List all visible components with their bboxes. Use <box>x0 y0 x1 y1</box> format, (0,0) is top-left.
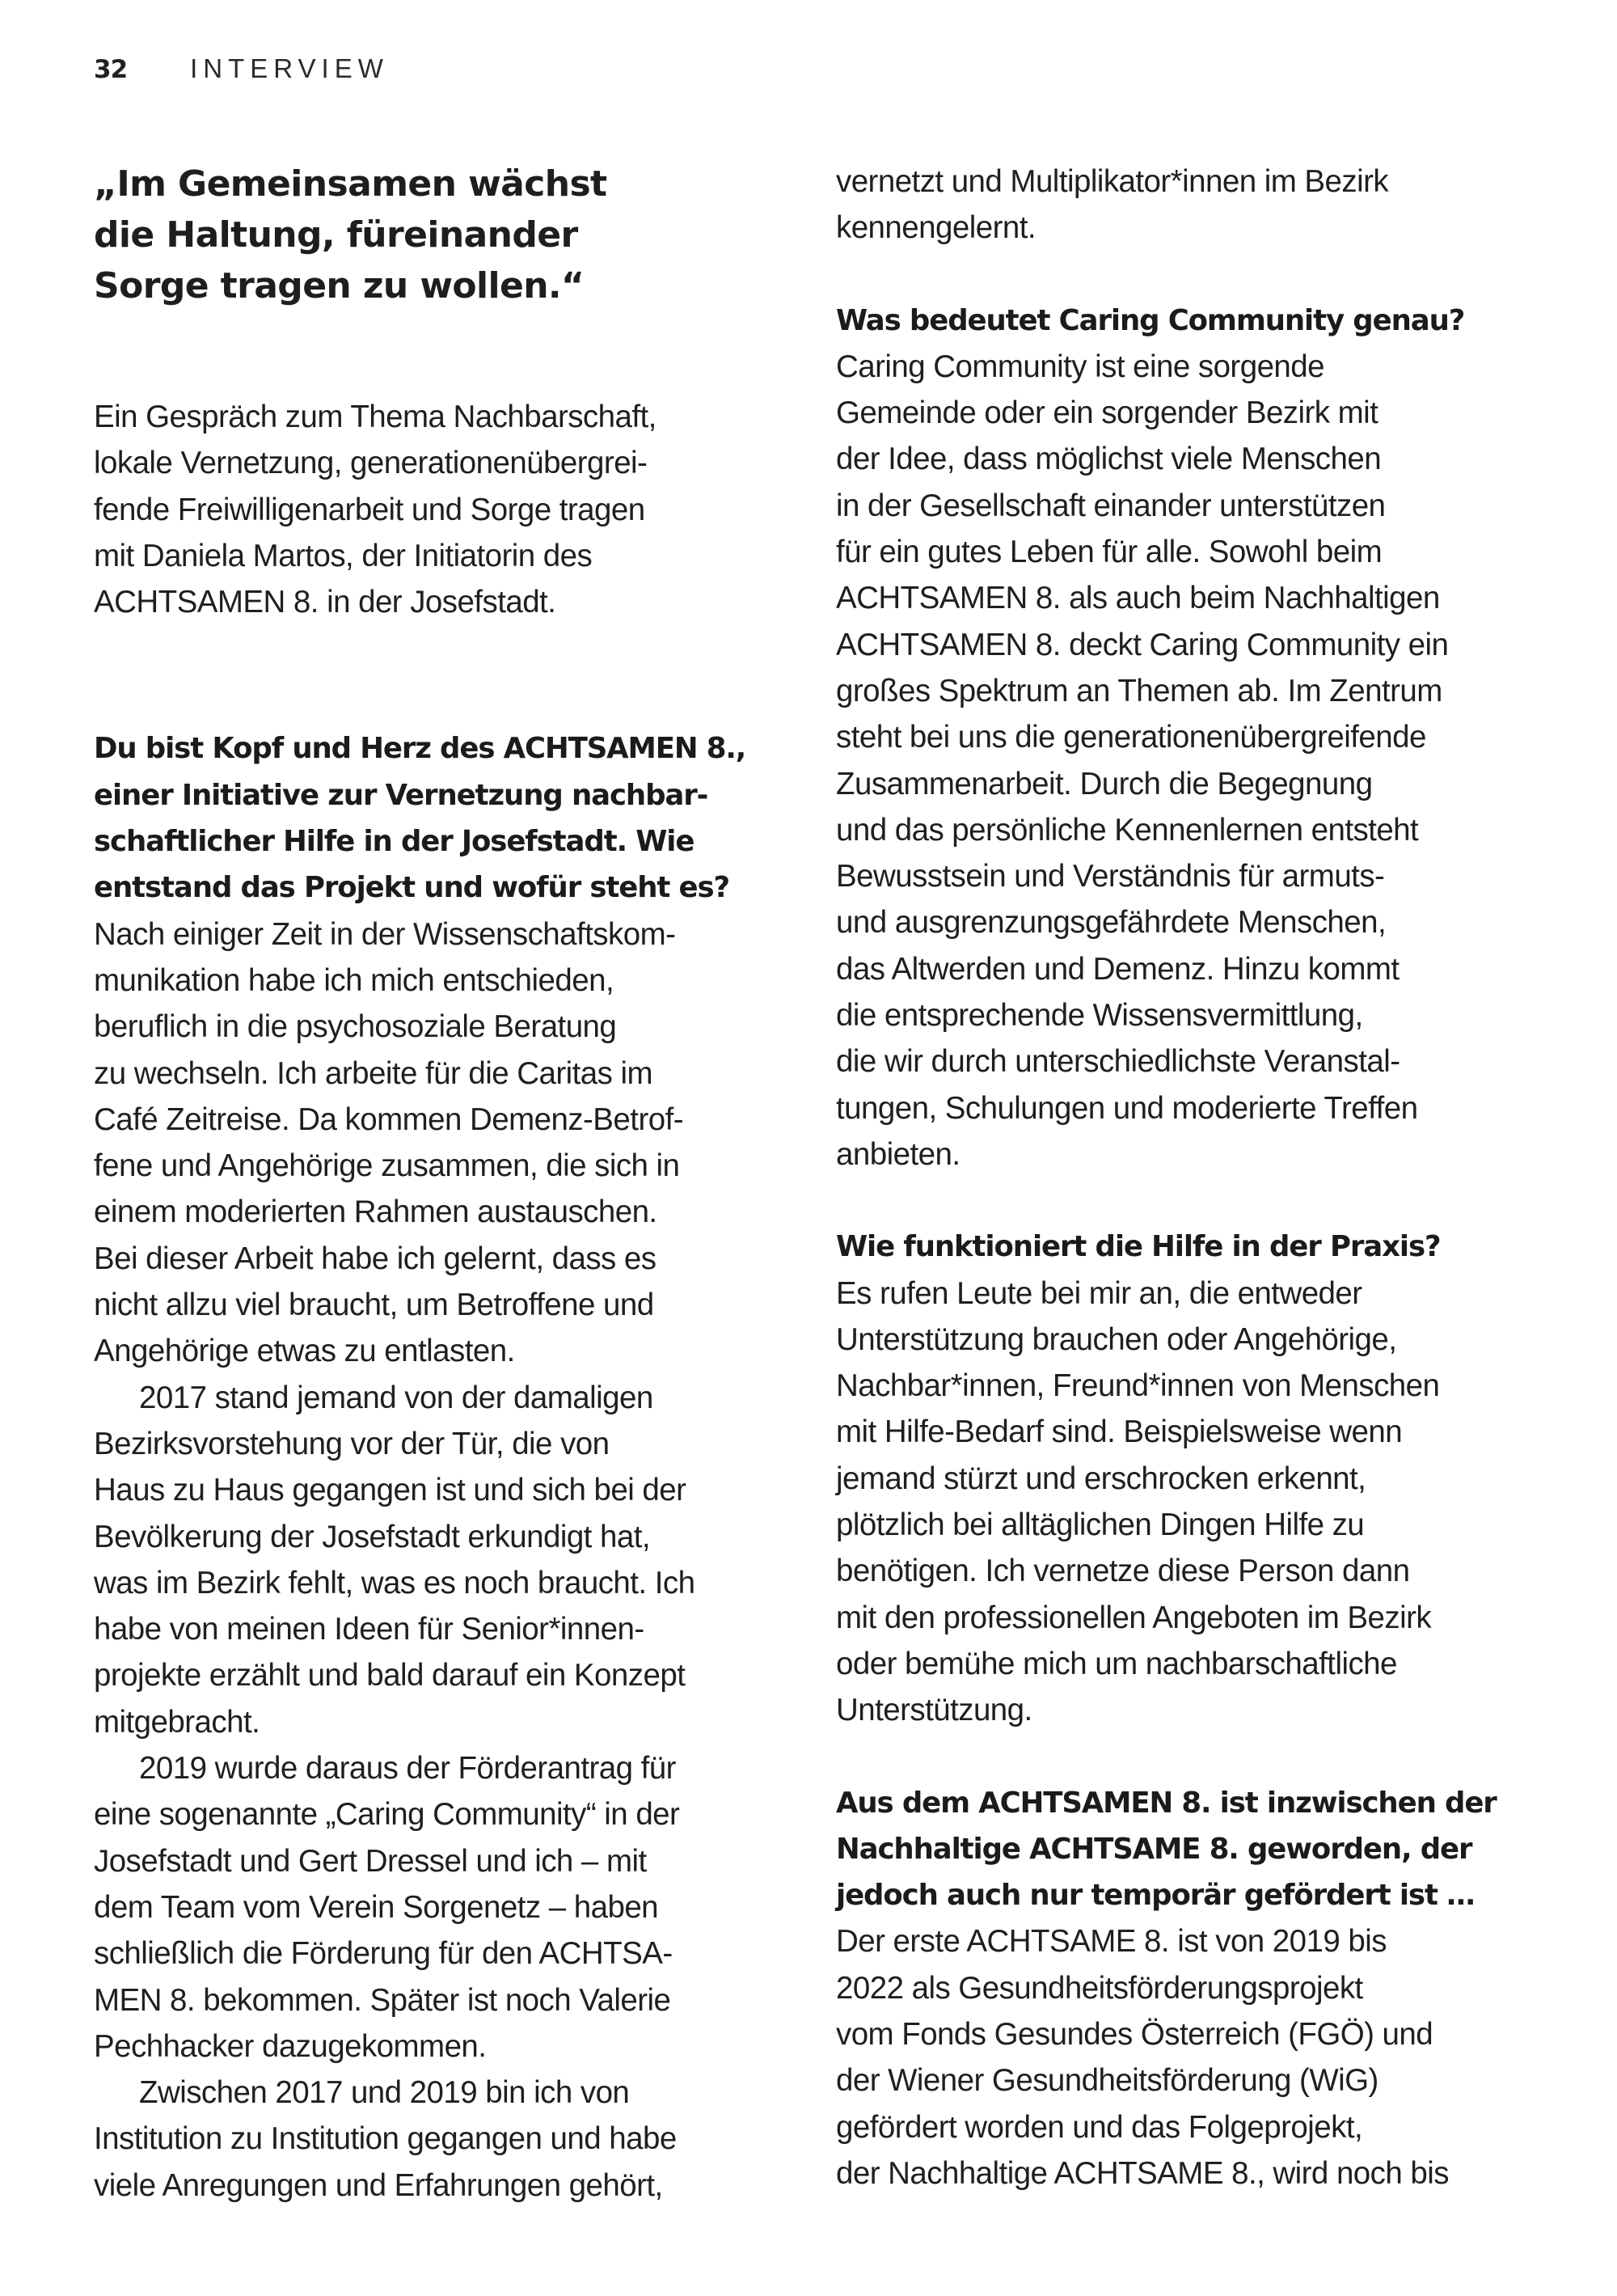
text-line: Bevölkerung der Josefstadt erkundigt hat, <box>94 1519 650 1554</box>
text-line: großes Spektrum an Themen ab. Im Zentrum <box>836 673 1442 708</box>
text-line: tungen, Schulungen und moderierte Treffen <box>836 1090 1418 1126</box>
text-line: 2017 stand jemand von der damaligen <box>139 1380 653 1415</box>
text-line: 2019 wurde daraus der Förderantrag für <box>139 1751 676 1786</box>
answer-1-paragraph-3 <box>94 1745 805 2070</box>
text-line: das Altwerden und Demenz. Hinzu kommt <box>836 951 1400 987</box>
text-line: Nachhaltige ACHTSAME 8. geworden, der <box>836 1832 1472 1866</box>
text-line: Wie funktioniert die Hilfe in der Praxis? <box>836 1230 1441 1264</box>
text-line: beruflich in die psychosoziale Beratung <box>94 1009 617 1045</box>
text-line: plötzlich bei alltäglichen Dingen Hilfe zu <box>836 1507 1365 1543</box>
text-line: mitgebracht. <box>94 1704 260 1740</box>
text-line: in der Gesellschaft einander unterstützen <box>836 488 1386 523</box>
headline-line: Sorge tragen zu wollen.“ <box>94 265 585 307</box>
text-line: Haus zu Haus gegangen ist und sich bei der <box>94 1473 686 1508</box>
text-line: 2022 als Gesundheitsförderungsprojekt <box>836 1970 1363 2006</box>
text-line: Der erste ACHTSAME 8. ist von 2019 bis <box>836 1924 1387 1960</box>
text-line: die entsprechende Wissensvermittlung, <box>836 998 1363 1034</box>
text-line: die wir durch unterschiedlichste Veranstal- <box>836 1044 1400 1080</box>
text-line: viele Anregungen und Erfahrungen gehört, <box>94 2167 663 2203</box>
text-line: steht bei uns die generationenübergreifende <box>836 720 1426 755</box>
right-column <box>836 159 1547 2197</box>
text-line: Unterstützung brauchen oder Angehörige, <box>836 1321 1397 1357</box>
text-line: fende Freiwilligenarbeit und Sorge tragen <box>94 492 645 527</box>
text-line: Pechhacker dazugekommen. <box>94 2028 487 2064</box>
text-line: Es rufen Leute bei mir an, die entweder <box>836 1275 1362 1311</box>
text-line: entstand das Projekt und wofür steht es? <box>94 871 730 905</box>
interview-question-1 <box>94 725 805 911</box>
text-line: Gemeinde oder ein sorgender Bezirk mit <box>836 395 1378 431</box>
text-line: Nach einiger Zeit in der Wissenschaftskom- <box>94 916 676 952</box>
text-line: oder bemühe mich um nachbarschaftliche <box>836 1646 1397 1681</box>
paragraph-gap <box>836 1734 1547 1780</box>
text-line: gefördert worden und das Folgeprojekt, <box>836 2109 1363 2145</box>
answer-1-paragraph-2 <box>94 1375 805 1745</box>
text-line: Unterstützung. <box>836 1693 1032 1728</box>
text-line: zu wechseln. Ich arbeite für die Caritas im <box>94 1055 653 1091</box>
text-line: Aus dem ACHTSAMEN 8. ist inzwischen der <box>836 1786 1497 1820</box>
interview-question-3 <box>836 1224 1547 1270</box>
text-line: ACHTSAMEN 8. deckt Caring Community ein <box>836 627 1449 662</box>
text-line: munikation habe ich mich entschieden, <box>94 962 614 998</box>
text-line: projekte erzählt und bald darauf ein Konzept <box>94 1658 686 1693</box>
text-line: Josefstadt und Gert Dressel und ich – mit <box>94 1843 647 1879</box>
text-line: ACHTSAMEN 8. in der Josefstadt. <box>94 585 556 620</box>
answer-2 <box>836 344 1547 1178</box>
text-line: Angehörige etwas zu entlasten. <box>94 1334 515 1369</box>
text-line: kennengelernt. <box>836 210 1036 246</box>
text-line: ACHTSAMEN 8. als auch beim Nachhaltigen <box>836 581 1440 616</box>
text-line: jemand stürzt und erschrocken erkennt, <box>836 1461 1366 1496</box>
text-line: Institution zu Institution gegangen und habe <box>94 2121 677 2157</box>
interview-question-2 <box>836 298 1547 344</box>
page-number: 32 <box>94 55 128 84</box>
text-line: und das persönliche Kennenlernen entsteht <box>836 812 1419 848</box>
text-line: mit Daniela Martos, der Initiatorin des <box>94 538 593 573</box>
headline-line: „Im Gemeinsamen wächst <box>94 163 607 205</box>
text-line: schaftlicher Hilfe in der Josefstadt. Wie <box>94 825 695 859</box>
text-line: mit Hilfe-Bedarf sind. Beispielsweise wenn <box>836 1414 1403 1450</box>
text-line: fene und Angehörige zusammen, die sich in <box>94 1148 680 1184</box>
text-line: eine sogenannte „Caring Community“ in der <box>94 1797 680 1833</box>
text-line: einem moderierten Rahmen austauschen. <box>94 1195 657 1230</box>
text-line: für ein gutes Leben für alle. Sowohl beim <box>836 535 1383 570</box>
continued-paragraph <box>836 159 1547 252</box>
text-line: Zusammenarbeit. Durch die Begegnung <box>836 766 1373 801</box>
text-line: der Wiener Gesundheitsförderung (WiG) <box>836 2063 1378 2099</box>
text-line: Bezirksvorstehung vor der Tür, die von <box>94 1426 610 1461</box>
section-label: INTERVIEW <box>190 53 389 83</box>
text-line: benötigen. Ich vernetze diese Person dann <box>836 1554 1410 1589</box>
text-line: Ein Gespräch zum Thema Nachbarschaft, <box>94 400 657 434</box>
text-line: vernetzt und Multiplikator*innen im Bezirk <box>836 164 1389 199</box>
text-line: vom Fonds Gesundes Österreich (FGÖ) und <box>836 2016 1433 2052</box>
text-line: jedoch auch nur temporär gefördert ist … <box>836 1879 1475 1913</box>
text-line: Zwischen 2017 und 2019 bin ich von <box>139 2075 630 2111</box>
headline-quote <box>94 159 805 311</box>
answer-1-paragraph-1 <box>94 911 805 1375</box>
intro-paragraph <box>94 394 805 625</box>
text-line: dem Team vom Verein Sorgenetz – haben <box>94 1889 659 1925</box>
paragraph-gap <box>836 252 1547 298</box>
text-line: lokale Vernetzung, generationenübergrei- <box>94 446 648 481</box>
text-line: und ausgrenzungsgefährdete Menschen, <box>836 905 1387 941</box>
text-line: schließlich die Förderung für den ACHTSA- <box>94 1936 673 1972</box>
answer-1-paragraph-4 <box>94 2070 805 2209</box>
text-line: Café Zeitreise. Da kommen Demenz-Betrof- <box>94 1101 683 1137</box>
interview-question-4 <box>836 1780 1547 1919</box>
text-line: was im Bezirk fehlt, was es noch braucht. Ich <box>94 1565 695 1600</box>
text-line: anbieten. <box>836 1136 960 1172</box>
text-line: nicht allzu viel braucht, um Betroffene und <box>94 1288 654 1323</box>
answer-4 <box>836 1918 1547 2197</box>
running-header <box>94 53 389 89</box>
answer-3 <box>836 1271 1547 1734</box>
text-line: Caring Community ist eine sorgende <box>836 349 1325 384</box>
text-line: einer Initiative zur Vernetzung nachbar- <box>94 778 708 812</box>
text-line: der Idee, dass möglichst viele Menschen <box>836 442 1382 477</box>
text-line: Du bist Kopf und Herz des ACHTSAMEN 8., <box>94 732 746 766</box>
text-line: der Nachhaltige ACHTSAME 8., wird noch bis <box>836 2155 1449 2191</box>
text-line: Bewusstsein und Verständnis für armuts- <box>836 859 1385 894</box>
text-line: habe von meinen Ideen für Senior*innen- <box>94 1612 644 1647</box>
headline-line: die Haltung, füreinander <box>94 214 578 256</box>
paragraph-gap <box>836 1178 1547 1224</box>
text-line: Bei dieser Arbeit habe ich gelernt, dass es <box>94 1241 657 1276</box>
left-column <box>94 159 805 2209</box>
text-line: mit den professionellen Angeboten im Bezirk <box>836 1600 1432 1635</box>
text-line: MEN 8. bekommen. Später ist noch Valerie <box>94 1982 671 2018</box>
text-line: Was bedeutet Caring Community genau? <box>836 303 1465 337</box>
text-line: Nachbar*innen, Freund*innen von Menschen <box>836 1368 1440 1404</box>
